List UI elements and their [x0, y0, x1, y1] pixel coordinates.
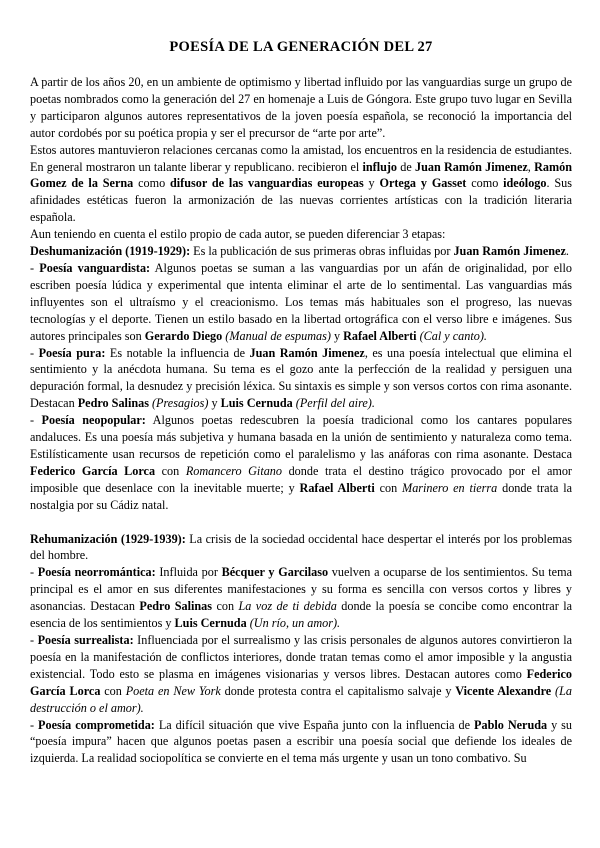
bold-text: Poesía pura: [38, 345, 106, 360]
text-run: y su “poesía impura” hacen que algunos poetas pasen a escribir una poesía social que defiende los ideales de izquierda. La realidad sociopolítica se convierte en el tema más urgente y usan un tono combativo. Su [30, 717, 573, 766]
document-body [30, 74, 572, 767]
italic-text: Marinero en tierra [402, 480, 498, 495]
paragraph-gap [30, 514, 572, 531]
bold-text: Poesía vanguardista: [39, 260, 151, 275]
document-title: POESÍA DE LA GENERACIÓN DEL 27 [169, 39, 433, 55]
bold-text: Poesía comprometida: [38, 717, 155, 732]
document-page [30, 38, 572, 767]
bold-text: Juan Ramón Jimenez [249, 345, 365, 360]
text-run: de [397, 159, 416, 174]
bold-text: Federico García Lorca [30, 463, 156, 478]
bold-text: Juan Ramón Jimenez [453, 244, 566, 259]
text-run: donde trata el destino trágico provocado por el amor imposible que desenlace con la inevitable muerte; y [30, 463, 572, 495]
paragraph [30, 412, 572, 513]
text-run: - [30, 260, 40, 275]
text-run: vuelven a ocuparse de los sentimientos. Su tema principal es el amor en sus diferentes manifestaciones y su forma es sencilla con versos cortos y libres y asonancias. Destacan [30, 565, 572, 614]
text-run: como [133, 176, 171, 191]
italic-text: (Presagios) [152, 396, 209, 411]
paragraph [30, 243, 572, 260]
bold-text: Rehumanización (1929-1939): [30, 531, 186, 546]
text-run: Es notable la influencia de [105, 345, 250, 360]
bold-text: Federico García Lorca [30, 666, 572, 698]
text-run: - [30, 413, 42, 428]
text-run: Algunos poetas redescubren la poesía tradicional como los cantares populares andaluces. Es una poesía más subjetiva y humana basada en la unión de sentimiento y naturaleza como tema. Estilísticamente usan recursos de repetición como el paralelismo y las anáforas con rima asonante. Destaca [30, 413, 572, 461]
text-run: - [30, 717, 39, 732]
bold-text: Pedro Salinas [139, 599, 213, 614]
paragraph [30, 717, 572, 768]
text-run: con [100, 683, 126, 698]
text-run: como [466, 176, 504, 191]
bold-text: Rafael Alberti [343, 328, 417, 343]
bold-text: Luis Cernuda [174, 616, 247, 631]
text-run: donde protesta contra el capitalismo salvaje y [220, 683, 456, 698]
bold-text: Poesía neopopular: [41, 413, 146, 428]
bold-text: Gerardo Diego [144, 328, 223, 343]
bold-text: Pablo Neruda [474, 717, 548, 732]
text-run: . Sus afinidades estéticas fueron la armonización de las nuevas corrientes artísticas con la tradición literaria española. [30, 176, 572, 225]
text-run: y [363, 176, 380, 191]
italic-text: Romancero Gitano [185, 463, 282, 478]
text-run: La difícil situación que vive España junto con la influencia de [154, 717, 475, 732]
text-run: con [374, 480, 403, 495]
bold-text: Juan Ramón Jimenez [415, 159, 528, 174]
paragraph [30, 142, 572, 227]
text-run: , [527, 159, 535, 174]
bold-text: difusor de las vanguardias europeas [170, 176, 364, 191]
bold-text: ideólogo [503, 176, 547, 191]
text-run: Estos autores mantuvieron relaciones cercanas como la amistad, los encuentros en la residencia de estudiantes. En general mostraron un talante liberar y republicano. recibieron el [30, 142, 572, 174]
bold-text: Pedro Salinas [77, 396, 149, 411]
text-run: Aun teniendo en cuenta el estilo propio de cada autor, se pueden diferenciar 3 etapas: [30, 227, 446, 242]
paragraph [30, 564, 572, 632]
text-run: y [330, 328, 344, 343]
bold-text: influjo [362, 159, 398, 174]
text-run: Influenciada por el surrealismo y las crisis personales de algunos autores convirtieron la poesía en la manifestación de conflictos interiores, donde tratan temas como el amor imposible y la angustia existencial. Todo esto se plasma en imágenes visionarias y versos libres. Destacan autores como [30, 633, 572, 681]
bold-text: Rafael Alberti [299, 480, 375, 495]
text-run: , es una poesía intelectual que elimina el sentimiento y la anécdota humana. Su tema es el gozo ante la perfección de la realidad y persiguen una depuración formal, la desnudez y precisión léxica. Su sintaxis es simple y son versos cortos con rima asonante. Destacan [30, 345, 572, 411]
bold-text: Deshumanización (1919-1929): [30, 244, 191, 259]
text-run: - [30, 565, 38, 580]
bold-text: Luis Cernuda [220, 396, 293, 411]
italic-text: (Un río, un amor). [249, 616, 341, 631]
italic-text: La voz de ti debida [238, 599, 337, 614]
bold-text: Poesía surrealista: [37, 633, 134, 647]
text-run: donde la poesía se concibe como encontrar la esencia de los sentimientos y [30, 599, 572, 631]
text-run: con [155, 463, 186, 478]
text-run: La crisis de la sociedad occidental hace despertar el interés por los problemas del hombre. [30, 531, 572, 563]
text-run: - [30, 345, 39, 360]
paragraph [30, 260, 572, 345]
text-run: Es la publicación de sus primeras obras influidas por [190, 244, 454, 259]
text-run: con [212, 599, 239, 614]
bold-text: Poesía neorromántica: [37, 565, 156, 580]
text-run: y [208, 396, 221, 411]
bold-text: Ortega y Gasset [379, 176, 467, 191]
text-run: donde trata la nostalgia por su Cádiz natal. [30, 480, 573, 512]
text-run: Algunos poetas se suman a las vanguardias por un afán de originalidad, por ello escriben poesía lúdica y experimental que intenta eliminar el arte de lo sentimental. Las vanguardias más influyentes son el ultraísmo y el creacionismo. Los temas más habituales son el progreso, las nuevas tecnologías y el deporte. Tienen un estilo basado en la libertad ortográfica con el verso libre e imágenes. Sus autores principales son [30, 260, 572, 343]
italic-text: (Cal y canto). [419, 328, 487, 343]
bold-text: Bécquer y Garcilaso [221, 565, 329, 580]
bold-text: Vicente Alexandre [455, 683, 552, 698]
italic-text: Poeta en New York [125, 683, 221, 698]
paragraph [30, 531, 572, 565]
italic-text: (Manual de espumas) [225, 328, 331, 343]
text-run: - [30, 633, 38, 647]
paragraph [30, 74, 572, 142]
italic-text: (Perfil del aire). [295, 396, 375, 411]
text-run: . [565, 244, 569, 259]
text-run: Influida por [155, 565, 222, 580]
paragraph [30, 632, 572, 717]
text-run: A partir de los años 20, en un ambiente de optimismo y libertad influido por las vanguardias surge un grupo de poetas nombrados como la generación del 27 en homenaje a Luis de Góngora. Este grupo tuvo lugar en Sevilla y participaron algunos autores representativos de la joven poesía española, se reconoció la importancia del autor cordobés por su poética propia y ser el precursor de “arte por arte”. [30, 75, 572, 140]
bold-text: Ramón Gomez de la Serna [30, 159, 572, 191]
paragraph [30, 226, 572, 243]
italic-text: (La destrucción o el amor). [30, 683, 572, 715]
paragraph [30, 345, 572, 413]
